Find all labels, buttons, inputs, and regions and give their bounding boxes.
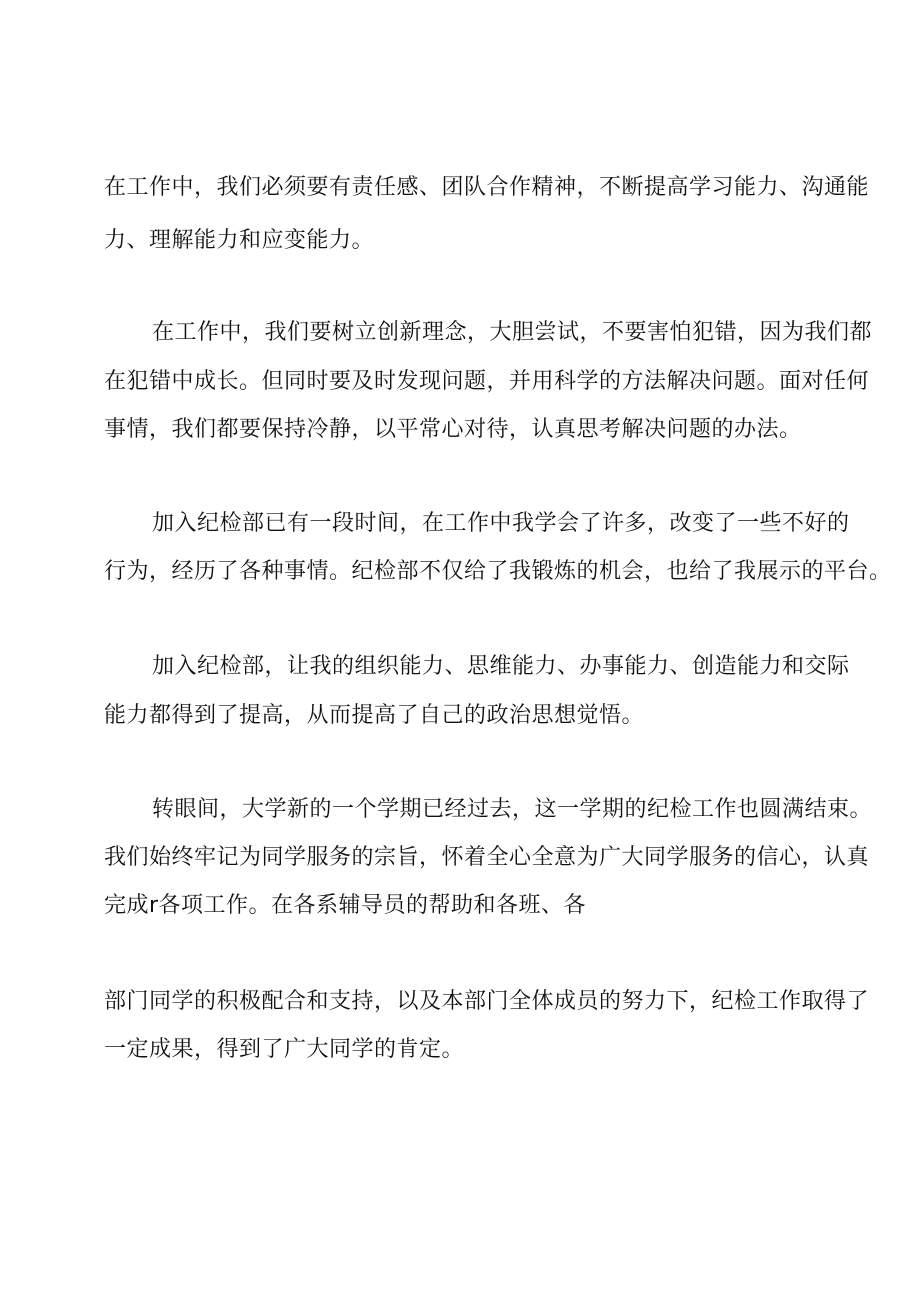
paragraph-6-line-1: 部门同学的积极配合和支持，以及本部门全体成员的努力下，纪检工作取得了 [104,989,870,1014]
paragraph-5-line-1: 转眼间，大学新的一个学期已经过去，这一学期的纪检工作也圆满结束。 [152,797,873,822]
paragraph-5-line-3: 完成r各项工作。在各系辅导员的帮助和各班、各 [104,893,587,918]
paragraph-2-line-3: 事情，我们都要保持冷静，以平常心对待，认真思考解决问题的办法。 [104,417,802,442]
paragraph-4-line-2: 能力都得到了提高，从而提高了自己的政治思想觉悟。 [104,703,645,728]
paragraph-2-line-1: 在工作中，我们要树立创新理念，大胆尝试，不要害怕犯错，因为我们都 [152,320,873,345]
paragraph-3-line-1: 加入纪检部已有一段时间，在工作中我学会了许多，改变了一些不好的 [152,511,850,536]
paragraph-5-line-2: 我们始终牢记为同学服务的宗旨，怀着全心全意为广大同学服务的信心，认真 [104,845,870,870]
paragraph-1-line-1: 在工作中，我们必须要有责任感、团队合作精神，不断提高学习能力、沟通能 [104,175,870,200]
paragraph-4-line-1: 加入纪检部，让我的组织能力、思维能力、办事能力、创造能力和交际 [152,654,850,679]
paragraph-1-line-2: 力、理解能力和应变能力。 [104,228,375,253]
paragraph-3-line-2: 行为，经历了各种事情。纪检部不仅给了我锻炼的机会，也给了我展示的平台。 [104,559,892,584]
paragraph-2-line-2: 在犯错中成长。但同时要及时发现问题，并用科学的方法解决问题。面对任何 [104,369,870,394]
paragraph-6-line-2: 一定成果，得到了广大同学的肯定。 [104,1037,465,1062]
